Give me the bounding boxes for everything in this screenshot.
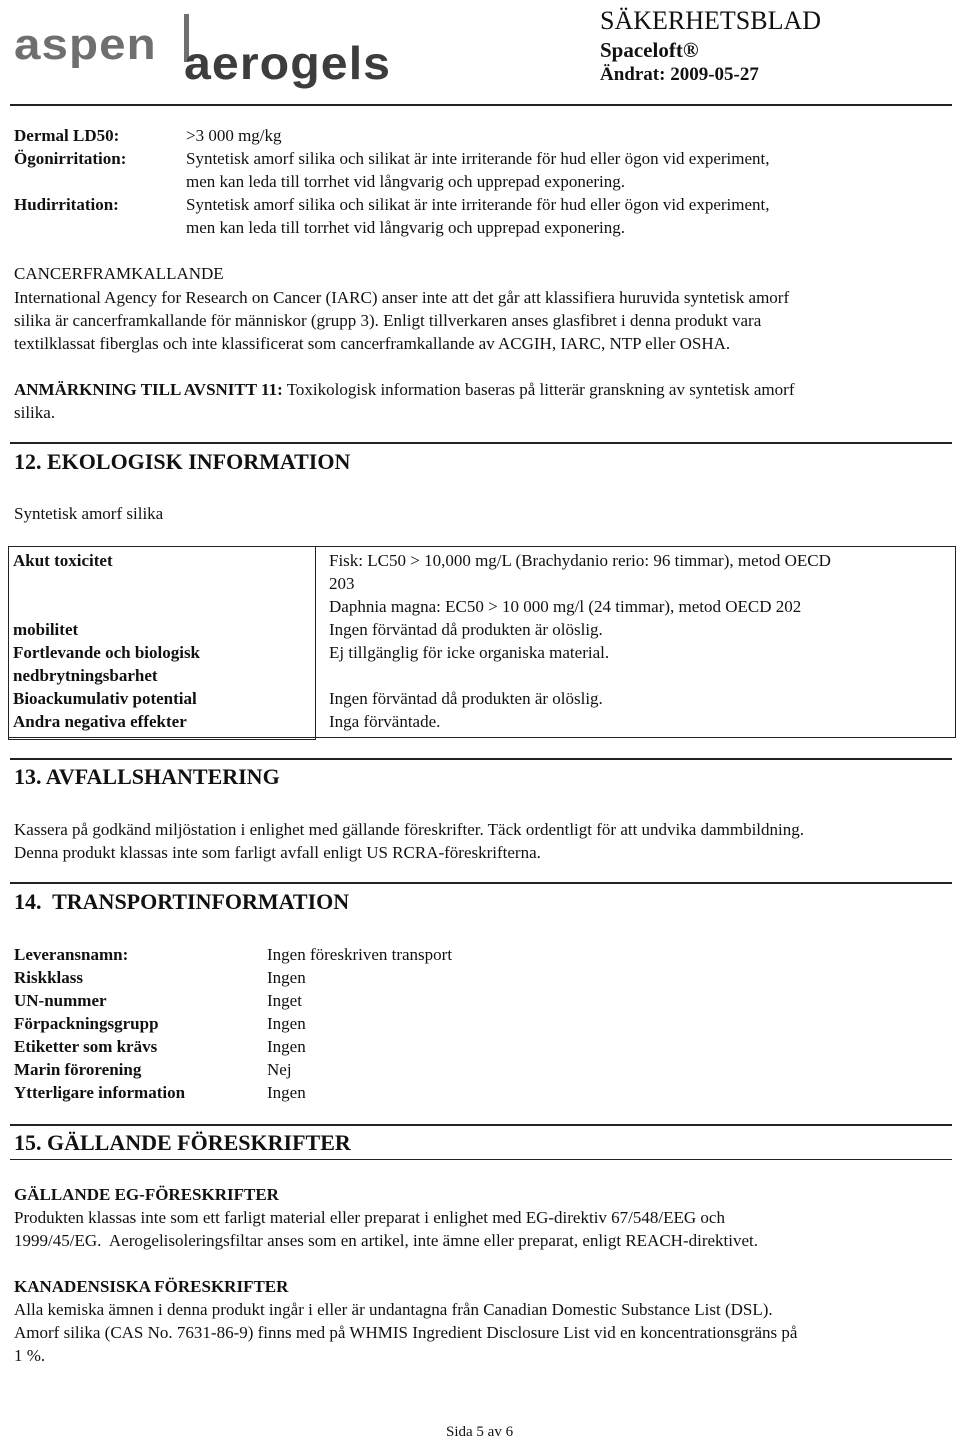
ecotox-value-persistence: Ej tillgänglig för icke organiska material. — [329, 643, 610, 662]
transport-values — [267, 943, 452, 1104]
section-13-title: 13. AVFALLSHANTERING — [14, 764, 280, 789]
section-14-rule — [10, 882, 952, 884]
header-divider — [10, 104, 952, 106]
note-text-2: silika. — [14, 403, 56, 422]
canada-heading: KANADENSISKA FÖRESKRIFTER — [14, 1277, 289, 1296]
canada-line-1: Alla kemiska ämnen i denna produkt ingår i eller är undantagna från Canadian Domestic Substance List (DSL). — [14, 1300, 773, 1319]
transport-value: Ingen — [267, 1014, 306, 1033]
tox-value-skin-1: Syntetisk amorf silika och silikat är inte irriterande för hud eller ögon vid experiment, — [186, 195, 770, 214]
section-14-title: 14. TRANSPORTINFORMATION — [14, 889, 350, 914]
revision-date: Ändrat: 2009-05-27 — [600, 64, 759, 85]
logo-word-aspen: aspen — [14, 20, 157, 69]
transport-labels — [14, 943, 185, 1104]
transport-value: Ingen — [267, 1037, 306, 1056]
section-13-line-2: Denna produkt klassas inte som farligt avfall enligt US RCRA-föreskrifterna. — [14, 843, 541, 862]
product-name: Spaceloft® — [600, 38, 699, 62]
eg-line-2: 1999/45/EG. Aerogelisoleringsfiltar anses som en artikel, inte ämne eller preparat, enligt REACH-direktivet. — [14, 1231, 759, 1250]
cancer-line-1: International Agency for Research on Cancer (IARC) anser inte att det går att klassifiera huruvida syntetisk amorf — [14, 288, 790, 307]
tox-value-skin-2: men kan leda till torrhet vid långvarig och upprepad exponering. — [186, 218, 626, 237]
section-12-subtitle: Syntetisk amorf silika — [14, 504, 164, 523]
tox-value-eye-1: Syntetisk amorf silika och silikat är inte irriterande för hud eller ögon vid experiment, — [186, 149, 770, 168]
ecotox-value-mobility: Ingen förväntad då produkten är olöslig. — [329, 620, 603, 639]
logo-word-aerogels: aerogels — [184, 37, 392, 89]
transport-label: Ytterligare information — [14, 1083, 186, 1102]
section-12-title: 12. EKOLOGISK INFORMATION — [14, 449, 351, 474]
section-12-rule — [10, 442, 952, 444]
tox-label-dermal: Dermal LD50: — [14, 126, 120, 145]
transport-value: Nej — [267, 1060, 292, 1079]
ecotox-outer-frame — [8, 546, 956, 738]
section-13-line-1: Kassera på godkänd miljöstation i enlighet med gällande föreskrifter. Täck ordentligt för att undvika dammbildning. — [14, 820, 804, 839]
cancer-line-2: silika är cancerframkallande för människor (grupp 3). Enligt tillverkaren anses glasfibret i denna produkt vara — [14, 311, 762, 330]
ecotox-value-bioaccumulation: Ingen förväntad då produkten är olöslig. — [329, 689, 603, 708]
ecotox-value-other: Inga förväntade. — [329, 712, 441, 731]
page-number: Sida 5 av 6 — [446, 1424, 514, 1440]
cancer-heading: CANCERFRAMKALLANDE — [14, 264, 224, 283]
ecotox-label-mobility: mobilitet — [13, 620, 79, 639]
transport-value: Ingen — [267, 968, 306, 987]
transport-label: Marin förorening — [14, 1060, 142, 1079]
transport-value: Ingen föreskriven transport — [267, 945, 453, 964]
transport-label: Förpackningsgrupp — [14, 1014, 159, 1033]
section-13-rule — [10, 758, 952, 760]
section-15-underline — [10, 1159, 952, 1160]
section-note — [14, 378, 794, 401]
tox-label-eye: Ögonirritation: — [14, 149, 127, 168]
eg-heading: GÄLLANDE EG-FÖRESKRIFTER — [14, 1185, 279, 1204]
tox-value-dermal: >3 000 mg/kg — [186, 126, 282, 145]
ecotox-label-other: Andra negativa effekter — [13, 712, 187, 731]
acute-value-line-3: Daphnia magna: EC50 > 10 000 mg/l (24 timmar), metod OECD 202 — [329, 597, 802, 616]
transport-label: UN-nummer — [14, 991, 107, 1010]
transport-label: Leveransnamn: — [14, 945, 129, 964]
aspen-aerogels-logo — [14, 8, 434, 98]
ecotox-label-bioaccumulation: Bioackumulativ potential — [13, 689, 197, 708]
ecotox-label-persistence: Fortlevande och biologisk nedbrytningsbarhet — [13, 643, 201, 685]
transport-label: Riskklass — [14, 968, 83, 987]
transport-label: Etiketter som krävs — [14, 1037, 158, 1056]
ecotox-label-acute: Akut toxicitet — [13, 551, 113, 570]
tox-label-skin: Hudirritation: — [14, 195, 119, 214]
acute-value-line-1: Fisk: LC50 > 10,000 mg/L (Brachydanio rerio: 96 timmar), metod OECD — [329, 551, 831, 570]
transport-value: Ingen — [267, 1083, 306, 1102]
canada-line-2: Amorf silika (CAS No. 7631-86-9) finns med på WHMIS Ingredient Disclosure List vid en koncentrationsgräns på — [14, 1323, 798, 1342]
eg-line-1: Produkten klassas inte som ett farligt material eller preparat i enlighet med EG-direktiv 67/548/EEG och — [14, 1208, 725, 1227]
note-label: ANMÄRKNING TILL AVSNITT 11: — [14, 380, 283, 399]
transport-value: Inget — [267, 991, 302, 1010]
acute-value-line-2: 203 — [329, 574, 355, 593]
cancer-line-3: textilklassat fiberglas och inte klassificerat som cancerframkallande av ACGIH, IARC, NTP eller OSHA. — [14, 334, 731, 353]
canada-line-3: 1 %. — [14, 1346, 46, 1365]
tox-value-eye-2: men kan leda till torrhet vid långvarig och upprepad exponering. — [186, 172, 626, 191]
section-15-rule — [10, 1124, 952, 1126]
section-15-title: 15. GÄLLANDE FÖRESKRIFTER — [14, 1130, 351, 1155]
note-text: Toxikologisk information baseras på litterär granskning av syntetisk amorf — [282, 380, 795, 399]
document-title: SÄKERHETSBLAD — [600, 6, 822, 35]
